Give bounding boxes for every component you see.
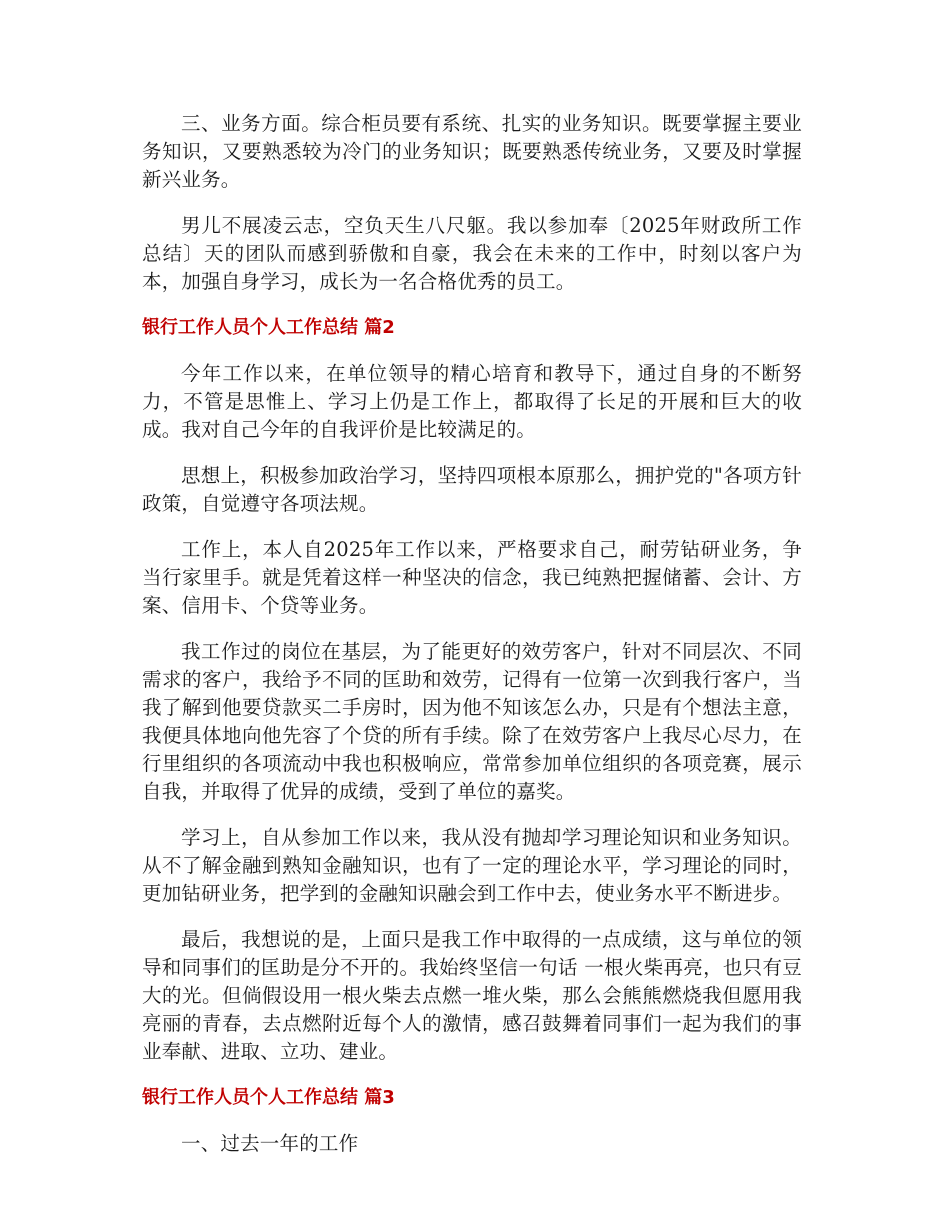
paragraph-past-year: 一、过去一年的工作 <box>181 1132 359 1155</box>
paragraph-conclusion: 最后，我想说的是，上面只是我工作中取得的一点成绩，这与单位的领导和同事们的匡助是分不开的。我始终坚信一句话 一根火柴再亮，也只有豆大的光。但倘假设用一根火柴去点燃一堆火柴，那么会熊熊燃烧我但愿用我亮丽的青春，去点燃附近每个人的激情，感召鼓舞着同事们一起为我们的事业奉献、进取、立功、建业。 <box>142 928 802 1063</box>
section-heading-part-3: 银行工作人员个人工作总结 篇3 <box>142 1087 395 1108</box>
paragraph-thought: 思想上，积极参加政治学习，坚持四项根本原那么，拥护党的"各项方针政策，自觉遵守各项法规。 <box>142 464 802 515</box>
paragraph-work: 工作上，本人自2025年工作以来，严格要求自己，耐劳钻研业务，争当行家里手。就是凭着这样一种坚决的信念，我已纯熟把握储蓄、会计、方案、信用卡、个贷等业务。 <box>142 538 802 617</box>
paragraph-service: 我工作过的岗位在基层，为了能更好的效劳客户，针对不同层次、不同需求的客户，我给予不同的匡助和效劳，记得有一位第一次到我行客户，当我了解到他要贷款买二手房时，因为他不知该怎么办，只是有个想法主意，我便具体地向他先容了个贷的所有手续。除了在效劳客户上我尽心尽力，在行里组织的各项流动中我也积极响应，常常参加单位组织的各项竞赛，展示自我，并取得了优异的成绩，受到了单位的嘉奖。 <box>142 640 802 803</box>
paragraph-business-aspect: 三、业务方面。综合柜员要有系统、扎实的业务知识。既要掌握主要业务知识，又要熟悉较为冷门的业务知识；既要熟悉传统业务，又要及时掌握新兴业务。 <box>142 112 802 191</box>
section-heading-part-2: 银行工作人员个人工作总结 篇2 <box>142 317 395 338</box>
paragraph-ambition: 男儿不展凌云志，空负天生八尺躯。我以参加奉〔2025年财政所工作总结〕天的团队而感到骄傲和自豪，我会在未来的工作中，时刻以客户为本，加强自身学习，成长为一名合格优秀的员工。 <box>142 214 802 293</box>
paragraph-study: 学习上，自从参加工作以来，我从没有抛却学习理论知识和业务知识。从不了解金融到熟知金融知识，也有了一定的理论水平，学习理论的同时，更加钻研业务，把学到的金融知识融会到工作中去，使业务水平不断进步。 <box>142 826 802 905</box>
document-page <box>142 110 802 1176</box>
paragraph-year-summary: 今年工作以来，在单位领导的精心培育和教导下，通过自身的不断努力，不管是思惟上、学习上仍是工作上，都取得了长足的开展和巨大的收成。我对自己今年的自我评价是比较满足的。 <box>142 362 802 441</box>
